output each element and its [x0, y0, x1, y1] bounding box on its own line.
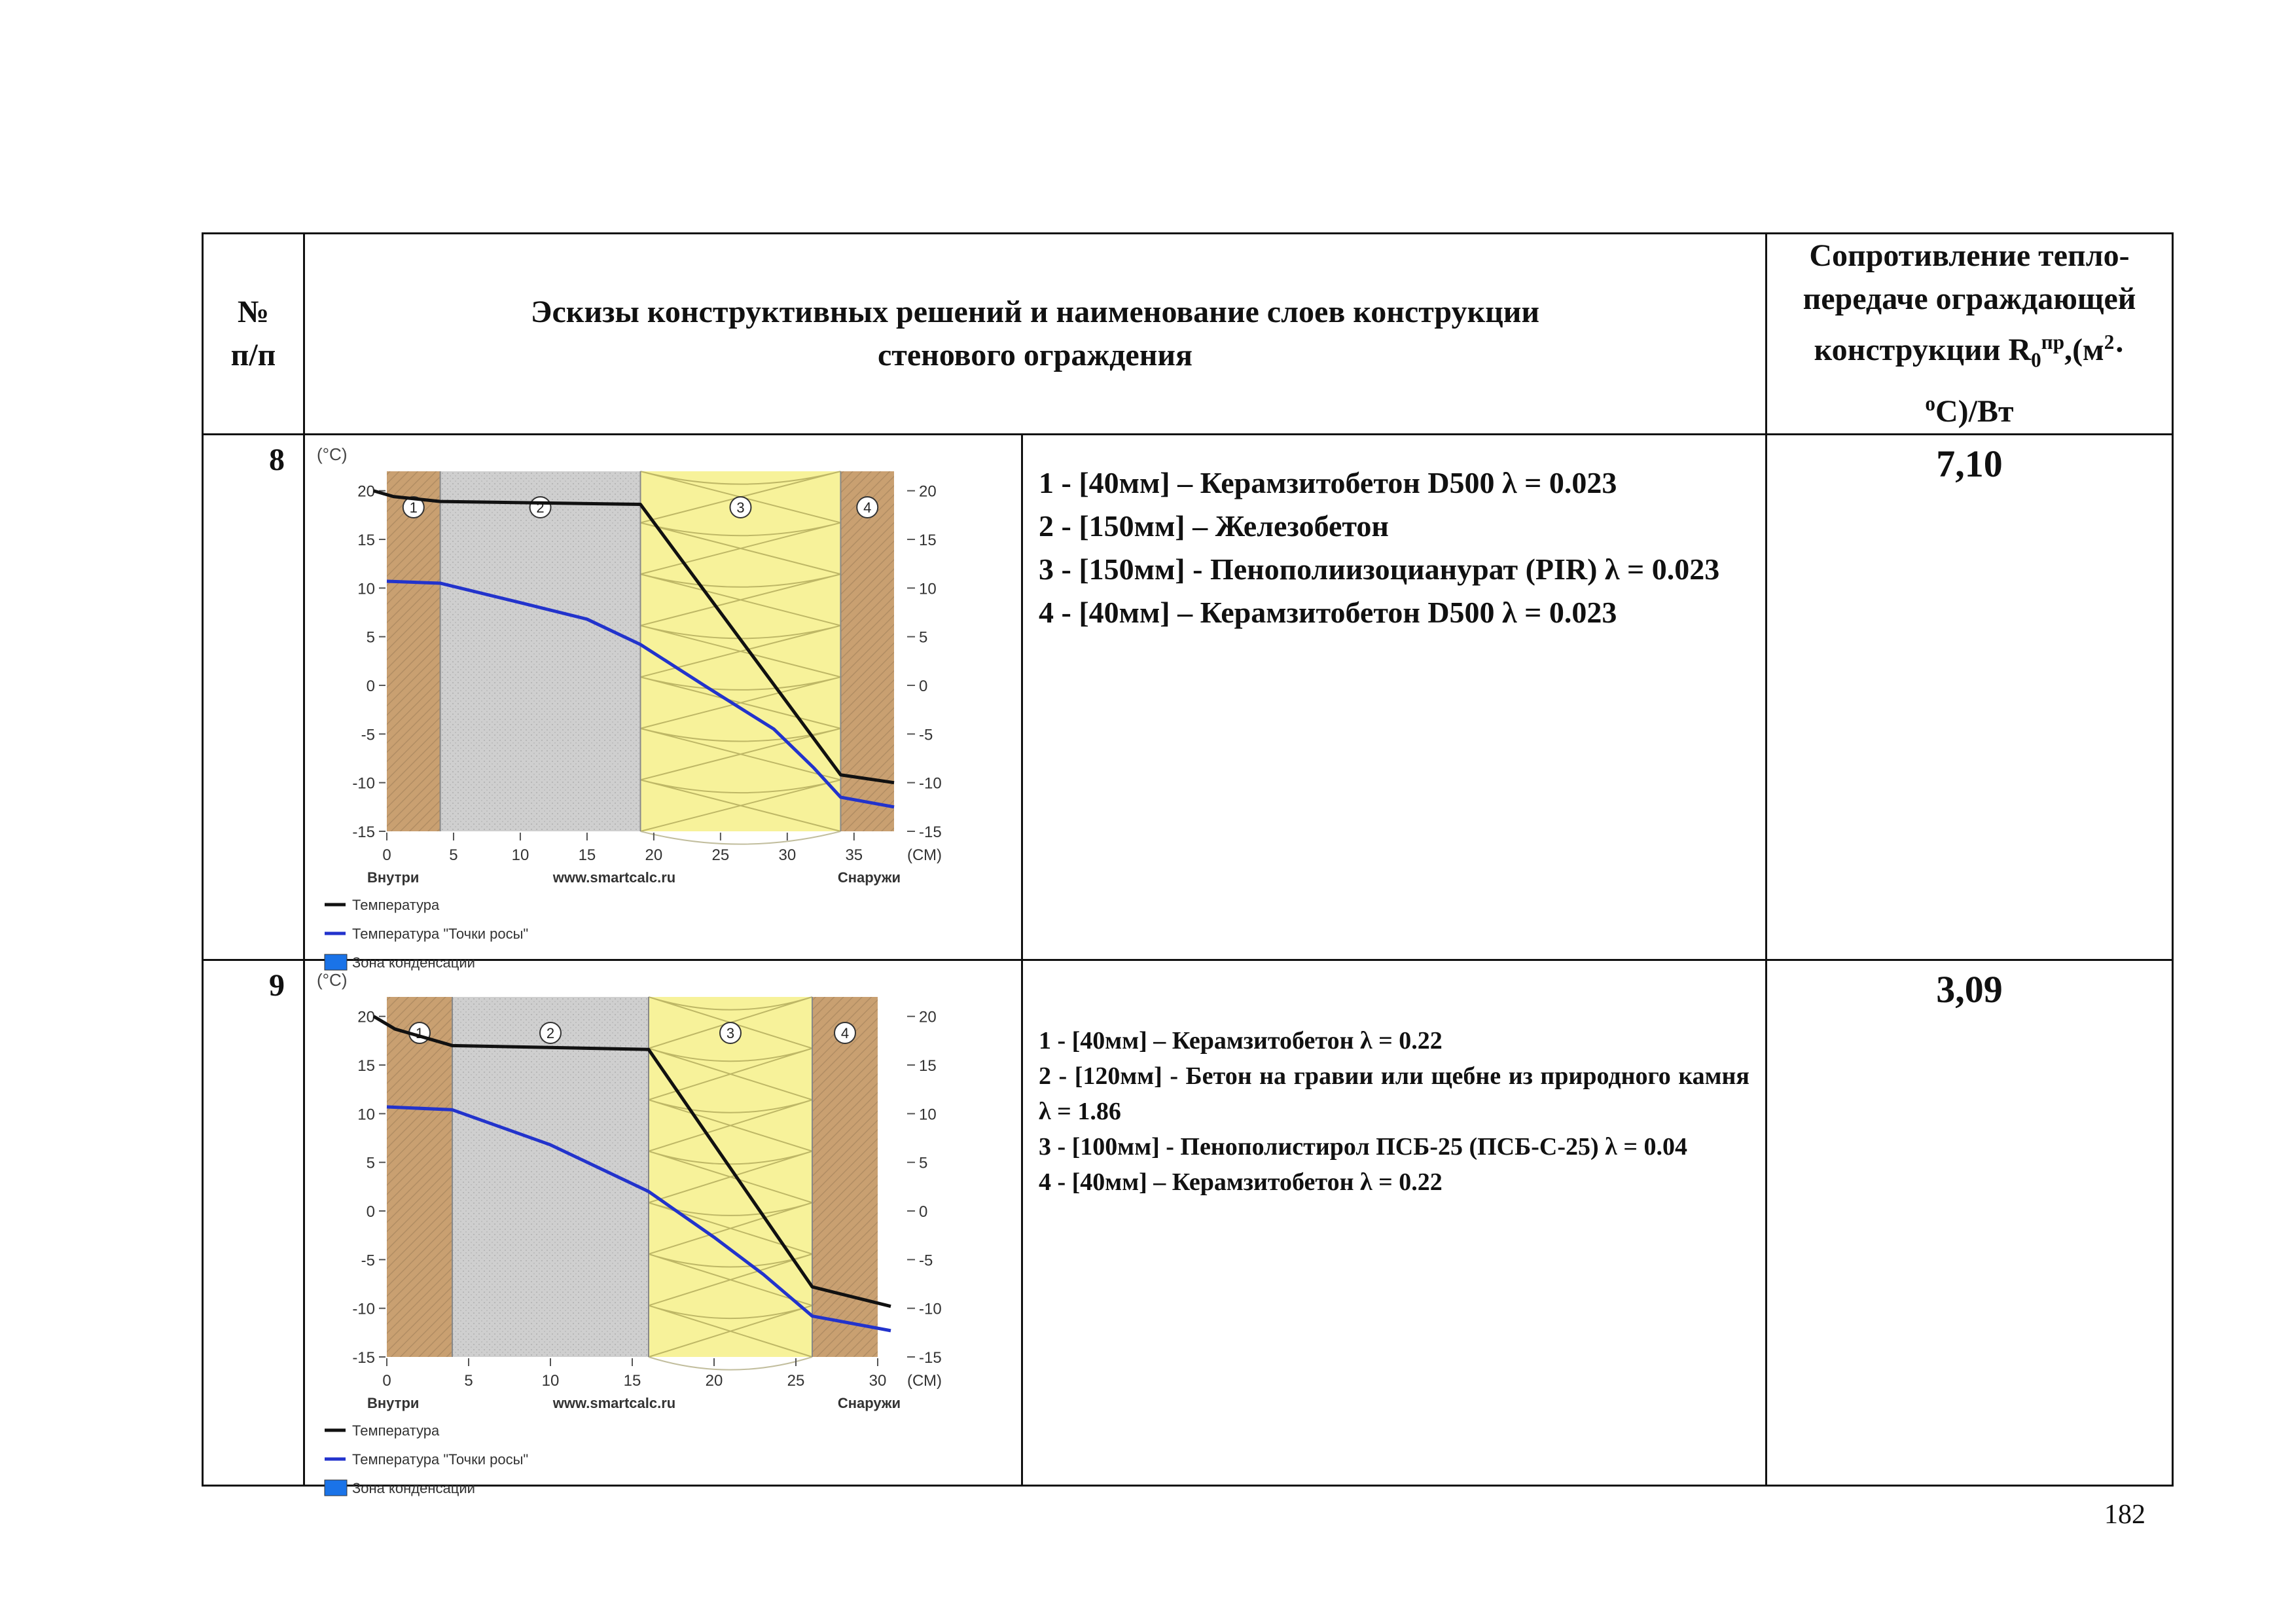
- x-tick-label: 20: [705, 1371, 723, 1390]
- x-tick-label: 30: [778, 846, 797, 864]
- legend-dew-label: Температура "Точки росы": [352, 925, 529, 942]
- x-tick-label: 10: [511, 846, 529, 864]
- chart-cell: [304, 960, 1022, 1496]
- x-tick-label: 15: [578, 846, 596, 864]
- row-number: 9: [203, 960, 304, 1485]
- layer-number: 1: [409, 499, 418, 516]
- layer-number: 4: [840, 1024, 850, 1041]
- y-axis-unit: (°C): [317, 969, 348, 990]
- layer-number: 1: [415, 1024, 424, 1041]
- y-tick-label-right: -5: [919, 1251, 933, 1269]
- wall-constructions-table: [202, 232, 2174, 1496]
- x-tick-label: 5: [449, 846, 458, 864]
- layer-item: 4 - [40мм] – Керамзитобетон D500 λ = 0.023: [1039, 595, 1617, 629]
- header-sketches: [304, 234, 1767, 435]
- y-tick-label: -5: [361, 1251, 375, 1269]
- x-tick-label: 10: [541, 1371, 560, 1390]
- y-tick-label: -5: [361, 725, 375, 744]
- table-row: [203, 960, 2173, 1485]
- header-resistance-line1: Сопротивление тепло-: [1809, 238, 2130, 273]
- layers-list: [1022, 434, 1767, 960]
- y-axis-unit: (°C): [317, 444, 348, 464]
- y-tick-label: 5: [366, 1154, 375, 1172]
- x-tick-label: 30: [869, 1371, 887, 1390]
- legend-temp-label: Температура: [352, 1422, 440, 1439]
- y-tick-label-right: -15: [919, 823, 942, 841]
- y-tick-label: 10: [357, 1105, 375, 1123]
- y-tick-label: -10: [352, 1300, 375, 1318]
- header-number: [203, 234, 304, 435]
- header-sketches-line2: стенового ограждения: [877, 337, 1193, 372]
- y-tick-label: -15: [352, 823, 375, 841]
- resistance-value: 7,10: [1767, 434, 2173, 960]
- layer-item: 1 - [40мм] – Керамзитобетон D500 λ = 0.023: [1039, 465, 1617, 499]
- temperature-chart: [305, 435, 1023, 971]
- layer-dots: [440, 471, 641, 831]
- x-tick-label: 5: [464, 1371, 473, 1390]
- x-tick-label: 35: [845, 846, 863, 864]
- y-tick-label-right: 15: [919, 1056, 937, 1075]
- x-axis-unit: (СМ): [907, 1371, 942, 1390]
- y-tick-label: 15: [357, 1056, 375, 1075]
- legend-temp-label: Температура: [352, 896, 440, 913]
- y-tick-label-right: 0: [919, 1202, 928, 1221]
- y-tick-label: 0: [366, 677, 375, 695]
- layer-item: 2 - [150мм] – Железобетон: [1039, 509, 1389, 543]
- layer-item: 4 - [40мм] – Керамзитобетон λ = 0.22: [1039, 1168, 1443, 1196]
- layer-number: 3: [726, 1024, 735, 1041]
- header-resistance: [1767, 234, 2173, 435]
- header-resistance-line4: $^о$С)/Вт: [1925, 391, 2014, 429]
- header-resistance-line3: конструкции $R_0^{пр},(м^2\cdot$: [1814, 331, 2125, 372]
- header-number-symbol: №: [237, 294, 270, 329]
- y-tick-label-right: 10: [919, 1105, 937, 1123]
- site-label: www.smartcalc.ru: [552, 869, 676, 886]
- x-tick-label: 0: [382, 1371, 391, 1390]
- inside-label: Внутри: [367, 1394, 420, 1411]
- y-tick-label: 10: [357, 579, 375, 598]
- y-tick-label-right: 20: [919, 482, 937, 501]
- page-number: 182: [2104, 1500, 2145, 1530]
- legend-cond-label: Зона конденсации: [352, 1479, 475, 1496]
- y-tick-label: -15: [352, 1348, 375, 1367]
- x-tick-label: 25: [787, 1371, 805, 1390]
- y-tick-label-right: -10: [919, 1300, 942, 1318]
- y-tick-label-right: 5: [919, 1154, 928, 1172]
- y-tick-label-right: 5: [919, 628, 928, 647]
- y-tick-label-right: 15: [919, 531, 937, 549]
- y-tick-label-right: 0: [919, 677, 928, 695]
- x-tick-label: 15: [623, 1371, 641, 1390]
- x-tick-label: 25: [711, 846, 730, 864]
- y-tick-label-right: -15: [919, 1348, 942, 1367]
- y-tick-label: 15: [357, 531, 375, 549]
- table-header-row: [203, 234, 2173, 435]
- layer-number: 2: [546, 1024, 555, 1041]
- temperature-chart: [305, 961, 1023, 1496]
- y-tick-label: 20: [357, 1008, 375, 1026]
- table-row: [203, 434, 2173, 960]
- layer-hatch: [812, 997, 878, 1357]
- y-tick-label-right: -5: [919, 725, 933, 744]
- y-tick-label: -10: [352, 774, 375, 793]
- inside-label: Внутри: [367, 869, 420, 886]
- y-tick-label-right: 20: [919, 1008, 937, 1026]
- row-number: 8: [203, 434, 304, 960]
- layer-item: 2 - [120мм] - Бетон на гравии или щебне из природного камня λ = 1.86: [1039, 1062, 1749, 1125]
- outside-label: Снаружи: [837, 1394, 901, 1411]
- x-tick-label: 20: [645, 846, 663, 864]
- layers-list: [1022, 960, 1767, 1485]
- legend-dew-label: Температура "Точки росы": [352, 1451, 529, 1468]
- layer-item: 3 - [100мм] - Пенополистирол ПСБ-25 (ПСБ-С-25) λ = 0.04: [1039, 1132, 1687, 1161]
- layer-hatch: [387, 471, 440, 831]
- layer-item: 1 - [40мм] – Керамзитобетон λ = 0.22: [1039, 1026, 1443, 1055]
- header-sketches-line1: Эскизы конструктивных решений и наименование слоев конструкции: [530, 294, 1540, 329]
- layer-hatch: [387, 997, 452, 1357]
- x-tick-label: 0: [382, 846, 391, 864]
- site-label: www.smartcalc.ru: [552, 1394, 676, 1411]
- y-tick-label-right: 10: [919, 579, 937, 598]
- header-number-pp: п/п: [230, 337, 276, 372]
- legend-cond-swatch: [325, 1480, 347, 1496]
- y-tick-label-right: -10: [919, 774, 942, 793]
- layer-number: 2: [536, 499, 545, 516]
- legend-cond-label: Зона конденсации: [352, 954, 475, 971]
- chart-cell: [304, 434, 1022, 971]
- layer-number: 4: [863, 499, 872, 516]
- y-tick-label: 5: [366, 628, 375, 647]
- x-axis-unit: (СМ): [907, 846, 942, 864]
- y-tick-label: 0: [366, 1202, 375, 1221]
- header-resistance-line2: передаче ограждающей: [1803, 281, 2136, 316]
- y-tick-label: 20: [357, 482, 375, 501]
- outside-label: Снаружи: [837, 869, 901, 886]
- resistance-value: 3,09: [1767, 960, 2173, 1485]
- layer-item: 3 - [150мм] - Пенополиизоцианурат (PIR) λ = 0.023: [1039, 552, 1720, 586]
- layer-number: 3: [736, 499, 745, 516]
